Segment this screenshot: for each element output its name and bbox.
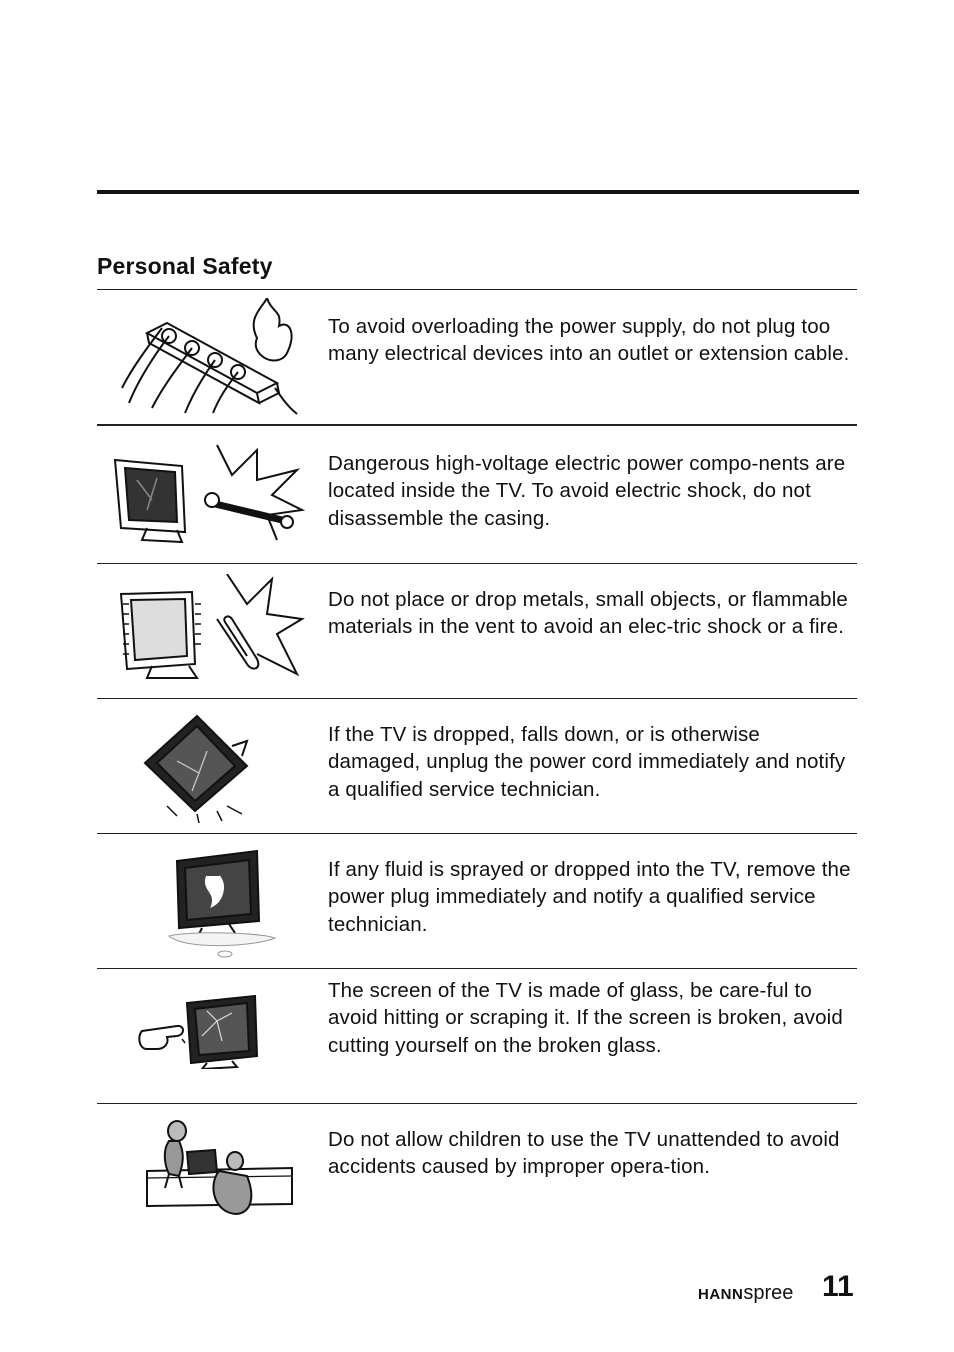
safety-item-text: If the TV is dropped, falls down, or is otherwise damaged, unplug the power cord immediately and notify a qualified service technician. <box>328 723 846 801</box>
safety-item <box>97 699 857 833</box>
safety-item-text: The screen of the TV is made of glass, be care-ful to avoid hitting or scraping it. If the screen is broken, avoid cutting yourself on the broken glass. <box>328 979 843 1057</box>
safety-item-text: To avoid overloading the power supply, do not plug too many electrical devices into an outlet or extension cable. <box>328 315 850 366</box>
safety-item-text: Dangerous high-voltage electric power compo-nents are located inside the TV. To avoid electric shock, do not disassemble the casing. <box>328 452 846 530</box>
safety-item-text: Do not place or drop metals, small objects, or flammable materials in the vent to avoid an elec-tric shock or a fire. <box>328 588 848 639</box>
page-number: 11 <box>822 1270 854 1303</box>
safety-item <box>97 290 857 424</box>
power-strip-overload-icon <box>107 298 307 416</box>
tv-dropped-icon <box>107 711 307 823</box>
tv-fluid-spill-icon <box>107 846 307 960</box>
safety-item <box>97 969 857 1103</box>
safety-item <box>97 1104 857 1224</box>
safety-item <box>97 834 857 968</box>
safety-item-text: If any fluid is sprayed or dropped into the TV, remove the power plug immediately and notify a qualified service technician. <box>328 858 851 936</box>
brand-logo: HANNspree <box>698 1282 794 1304</box>
tv-wrench-shock-icon <box>107 440 307 548</box>
children-tv-icon <box>107 1116 307 1220</box>
safety-item <box>97 426 857 562</box>
tv-cracked-glass-icon <box>107 991 307 1069</box>
section-title: Personal Safety <box>97 253 273 279</box>
safety-item-text: Do not allow children to use the TV unattended to avoid accidents caused by improper opera-tion. <box>328 1128 840 1179</box>
tv-paperclip-spark-icon <box>107 574 307 686</box>
safety-item <box>97 564 857 698</box>
header-rule <box>97 190 859 194</box>
